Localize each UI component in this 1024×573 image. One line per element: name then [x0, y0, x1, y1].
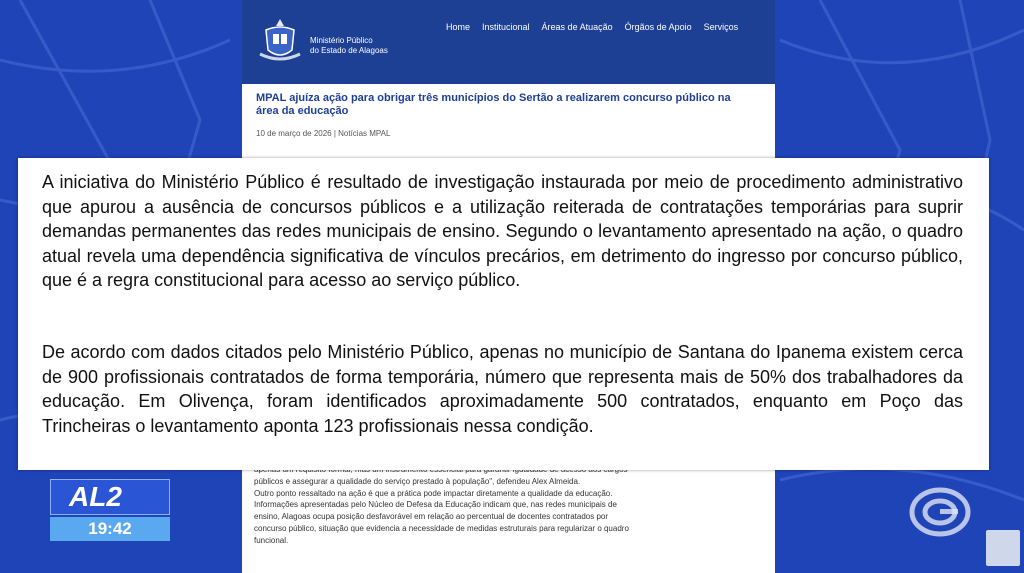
body-line: públicos e assegurar a qualidade do serviço prestado à população", defendeu Alex Almeida.	[254, 476, 581, 486]
nav-areas[interactable]: Áreas de Atuação	[541, 22, 613, 32]
main-nav	[446, 22, 738, 32]
nav-home[interactable]: Home	[446, 22, 471, 32]
mp-crest-icon	[256, 16, 304, 66]
org-name	[310, 36, 388, 56]
org-name-line1: Ministério Público	[310, 36, 373, 45]
site-header	[242, 0, 775, 84]
nav-orgaos[interactable]: Órgãos de Apoio	[624, 22, 692, 32]
nav-servicos[interactable]: Serviços	[703, 22, 739, 32]
body-line: concurso público, situação que evidencia a necessidade de medidas estruturais para regularizar o quadro	[254, 523, 629, 533]
body-line: funcional.	[254, 535, 289, 545]
article-body	[254, 464, 764, 547]
quote-paragraph-2: De acordo com dados citados pelo Ministério Público, apenas no município de Santana do Ipanema existem cerca de 900 profissionais contratados de forma temporária, número que representa mais de 50% dos trabalhadores da educação. Em Olivença, foram identificados aproximadamente 500 contratados, enquanto em Poço das Trincheiras o levantamento aponta 123 profissionais nessa condição.	[42, 342, 963, 436]
body-line: Outro ponto ressaltado na ação é que a prática pode impactar diretamente a qualidade da educação.	[254, 488, 613, 498]
body-line: ensino, Alagoas ocupa posição desfavorável em relação ao percentual de docentes contratados por	[254, 512, 609, 522]
channel-bug	[50, 479, 170, 541]
article-headline: MPAL ajuíza ação para obrigar três municípios do Sertão a realizarem concurso público na área da educação	[256, 92, 731, 117]
clock: 19:42	[50, 517, 170, 541]
nav-institucional[interactable]: Institucional	[482, 22, 530, 32]
classification-icon	[986, 530, 1020, 566]
quote-paragraph-1: A iniciativa do Ministério Público é resultado de investigação instaurada por meio de procedimento administrativo que apurou a ausência de concursos públicos e a utilização reiterada de contratações temporárias para suprir demandas permanentes das redes municipais de ensino. Segundo o levantamento apresentado na ação, o quadro atual revela uma dependência significativa de vínculos precários, em detrimento do ingresso por concurso público, que é a regra constitucional para acesso ao serviço público.	[42, 172, 963, 290]
article-meta: 10 de março de 2026 | Notícias MPAL	[256, 129, 391, 138]
body-line: Informações apresentadas pelo Núcleo de Defesa da Educação indicam que, nas redes municipais de	[254, 500, 617, 510]
globo-logo-icon	[908, 484, 972, 540]
org-name-line2: do Estado de Alagoas	[310, 46, 388, 55]
channel-logo: AL2	[50, 479, 170, 515]
quote-card	[18, 158, 989, 470]
